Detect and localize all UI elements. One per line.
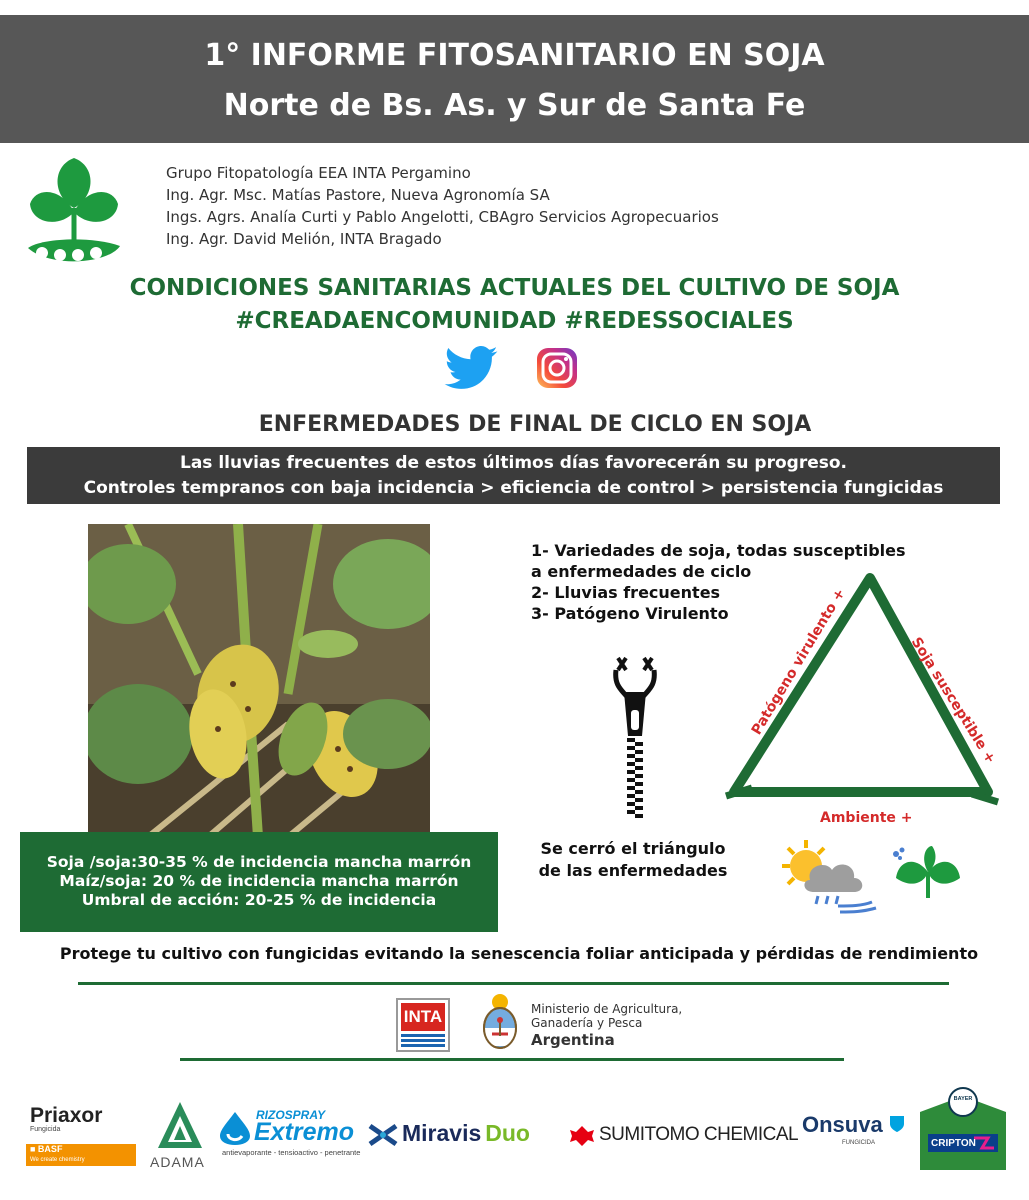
sumitomo-icon <box>568 1124 596 1148</box>
ministry-line: Ministerio de Agricultura, <box>531 1002 683 1016</box>
inta-logo-text: INTA <box>401 1003 445 1031</box>
author-line: Ings. Agrs. Analía Curti y Pablo Angelotti, CBAgro Servicios Agropecuarios <box>166 208 719 226</box>
instagram-icon[interactable] <box>535 346 579 390</box>
triangle-right-label: Soja susceptible + <box>907 634 999 767</box>
banner-line: Las lluvias frecuentes de estos últimos días favorecerán su progreso. <box>180 453 847 473</box>
onsuva-text: Onsuva <box>802 1112 883 1137</box>
incidence-line: Maíz/soja: 20 % de incidencia mancha marrón <box>59 872 459 890</box>
incidence-line: Soja /soja:30-35 % de incidencia mancha marrón <box>46 853 472 871</box>
rizospray-drop-icon <box>218 1110 252 1146</box>
priaxor-logo: Priaxor <box>30 1104 103 1127</box>
triangle-left-label: Patógeno virulento + <box>748 585 849 738</box>
soybean-leaf-logo <box>22 152 126 270</box>
disease-triangle <box>722 570 1002 810</box>
report-title: 1° INFORME FITOSANITARIO EN SOJA <box>204 38 825 73</box>
basf-sub: We create chemistry <box>30 1157 85 1163</box>
closed-line: Se cerró el triángulo <box>540 839 726 858</box>
adama-logo-icon <box>156 1100 204 1152</box>
miravis-icon <box>366 1122 400 1148</box>
author-line: Ing. Agr. Msc. Matías Pastore, Nueva Agronomía SA <box>166 186 550 204</box>
bayer-text: BAYER <box>953 1096 973 1102</box>
inta-logo <box>396 998 450 1052</box>
report-subtitle: Norte de Bs. As. y Sur de Santa Fe <box>223 88 806 123</box>
adama-logo-text: ADAMA <box>150 1154 205 1170</box>
soybean-plant-photo <box>88 524 430 837</box>
author-line: Ing. Agr. David Melión, INTA Bragado <box>166 230 442 248</box>
rizospray-text: RIZOSPRAY <box>256 1108 326 1122</box>
header-banner <box>0 15 1029 143</box>
factor-item: 1- Variedades de soja, todas susceptibles <box>531 541 906 560</box>
ministry-name <box>531 1002 682 1050</box>
conditions-title: CONDICIONES SANITARIAS ACTUALES DEL CULTIVO DE SOJA <box>129 275 900 301</box>
miravis-name: Miravis <box>402 1120 482 1146</box>
basf-logo <box>26 1144 136 1166</box>
info-banner <box>27 447 1000 504</box>
divider-bottom <box>180 1058 844 1061</box>
extremo-text: Extremo <box>254 1118 355 1146</box>
zipper-icon <box>610 656 660 822</box>
triangle-bottom-label: Ambiente + <box>820 810 913 826</box>
incidence-box <box>20 832 498 932</box>
cripton-text: CRIPTON <box>931 1138 976 1149</box>
incidence-line: Umbral de acción: 20-25 % de incidencia <box>81 891 437 909</box>
onsuva-sub: FUNGICIDA <box>842 1140 875 1146</box>
hashtags: #CREADAENCOMUNIDAD #REDESSOCIALES <box>235 308 794 334</box>
extremo-sub: antievaporante - tensioactivo - penetrante <box>222 1148 361 1157</box>
factor-item: 3- Patógeno Virulento <box>531 604 729 623</box>
soy-leaf-icon <box>890 844 966 900</box>
protect-message: Protege tu cultivo con fungicidas evitando la senescencia foliar anticipada y pérdidas de rendimiento <box>59 944 979 963</box>
banner-line: Controles tempranos con baja incidencia > eficiencia de control > persistencia fungicidas <box>83 478 944 498</box>
closed-line: de las enfermedades <box>538 861 728 880</box>
sumitomo-text: SUMITOMO CHEMICAL <box>599 1124 799 1145</box>
basf-text: ■ BASF <box>30 1144 63 1154</box>
factor-item: 2- Lluvias frecuentes <box>531 583 721 602</box>
miravis-duo: Duo <box>485 1120 530 1146</box>
weather-icon <box>776 836 882 916</box>
ministry-line: Ganadería y Pesca <box>531 1016 643 1030</box>
factor-item: a enfermedades de ciclo <box>531 562 752 581</box>
twitter-icon[interactable] <box>444 346 498 390</box>
miravis-text <box>402 1120 530 1147</box>
section-title: ENFERMEDADES DE FINAL DE CICLO EN SOJA <box>258 412 812 437</box>
ministry-country: Argentina <box>531 1031 615 1049</box>
argentina-coat-of-arms-icon <box>478 992 522 1054</box>
onsuva-shield-icon <box>888 1114 906 1134</box>
priaxor-sub: Fungicida <box>30 1126 61 1133</box>
authors-list <box>166 162 719 250</box>
divider-top <box>78 982 949 985</box>
author-line: Grupo Fitopatología EEA INTA Pergamino <box>166 164 471 182</box>
triangle-closed-note <box>520 838 746 882</box>
